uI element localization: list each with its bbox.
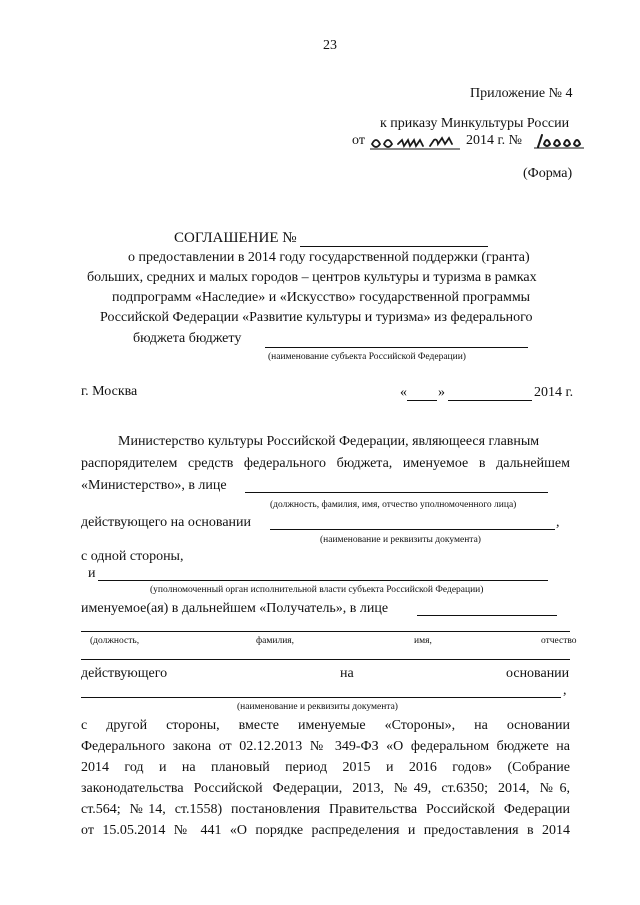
subject-name-line — [265, 347, 528, 348]
body-p2-line-2: Федерального закона от 02.12.2013 № 349-ФЗ «О федеральном бюджете на — [81, 739, 570, 754]
order-year-number: 2014 г. № — [466, 133, 523, 148]
caption-position: (должность, фамилия, имя, отчество уполномоченного лица) — [270, 500, 517, 510]
acting-word-2: на — [340, 666, 354, 681]
title-line-4: Российской Федерации «Развитие культуры и туризма» из федерального — [100, 310, 533, 325]
title-line-2: больших, средних и малых городов – центров культуры и туризма в рамках — [87, 270, 537, 285]
order-from-label: от — [352, 133, 365, 148]
agreement-title: СОГЛАШЕНИЕ № — [174, 230, 297, 246]
acting-basis-comma-2: , — [563, 683, 567, 698]
acting-word-3: основании — [506, 666, 570, 681]
date-month-line — [448, 400, 532, 401]
caption-col-position: (должность, — [90, 636, 140, 646]
caption-col-name: имя, — [414, 636, 432, 646]
caption-document-2: (наименование и реквизиты документа) — [237, 702, 398, 712]
body-line-3: «Министерство», в лице — [81, 478, 227, 493]
caption-col-surname: фамилия, — [256, 636, 295, 646]
title-line-3: подпрограмм «Наследие» и «Искусство» государственной программы — [112, 290, 531, 305]
body-p2-line-1: с другой стороны, вместе именуемые «Стороны», на основании — [81, 718, 570, 733]
body-line-1: Министерство культуры Российской Федерации, являющееся главным — [118, 434, 540, 449]
handwritten-order-date — [368, 132, 462, 152]
acting-basis-comma: , — [556, 515, 560, 530]
one-side-label: с одной стороны, — [81, 549, 184, 564]
representative-line — [245, 492, 548, 493]
acting-basis-label: действующего на основании — [81, 515, 252, 530]
date-day-line — [407, 400, 437, 401]
date-quote-open: « — [400, 385, 407, 400]
handwritten-order-number — [534, 131, 584, 151]
body-p2-line-5: ст.564; №14, ст.1558) постановления Правительства Российской Федерации — [81, 802, 570, 817]
caption-document: (наименование и реквизиты документа) — [320, 535, 481, 545]
and-label: и — [88, 566, 96, 581]
caption-col-patronymic: отчество — [541, 636, 577, 646]
recipient-details-line-2 — [81, 659, 570, 660]
title-line-5: бюджета бюджету — [133, 331, 242, 346]
order-reference: к приказу Минкультуры России — [380, 116, 570, 131]
title-line-1: о предоставлении в 2014 году государственной поддержки (гранта) — [128, 250, 530, 265]
caption-authority: (уполномоченный орган исполнительной власти субъекта Российской Федерации) — [150, 585, 484, 595]
form-label: (Форма) — [523, 166, 573, 181]
authority-line — [98, 580, 548, 581]
page-number: 23 — [323, 38, 337, 53]
body-p2-line-3: 2014 год и на плановый период 2015 и 2016 годов» (Собрание — [81, 760, 570, 775]
body-line-2: распорядителем средств федерального бюджета, именуемое в дальнейшем — [81, 456, 570, 471]
body-p2-line-6: от 15.05.2014 № 441 «О порядке распределения и предоставления в 2014 — [81, 823, 570, 838]
recipient-label: именуемое(ая) в дальнейшем «Получатель», в лице — [81, 601, 389, 616]
city-label: г. Москва — [81, 384, 138, 399]
date-year: 2014 г. — [534, 385, 574, 400]
appendix-label: Приложение № 4 — [470, 86, 573, 101]
acting-word-1: действующего — [81, 666, 168, 681]
acting-basis-line-2 — [81, 697, 561, 698]
subject-caption: (наименование субъекта Российской Федерации) — [268, 352, 466, 362]
recipient-representative-line — [417, 615, 557, 616]
recipient-details-line — [81, 631, 570, 632]
acting-basis-line — [270, 529, 555, 530]
date-quote-close: » — [438, 385, 445, 400]
body-p2-line-4: законодательства Российской Федерации, 2013, №49, ст.6350; 2014, №6, — [81, 781, 570, 796]
agreement-number-line — [300, 246, 488, 247]
